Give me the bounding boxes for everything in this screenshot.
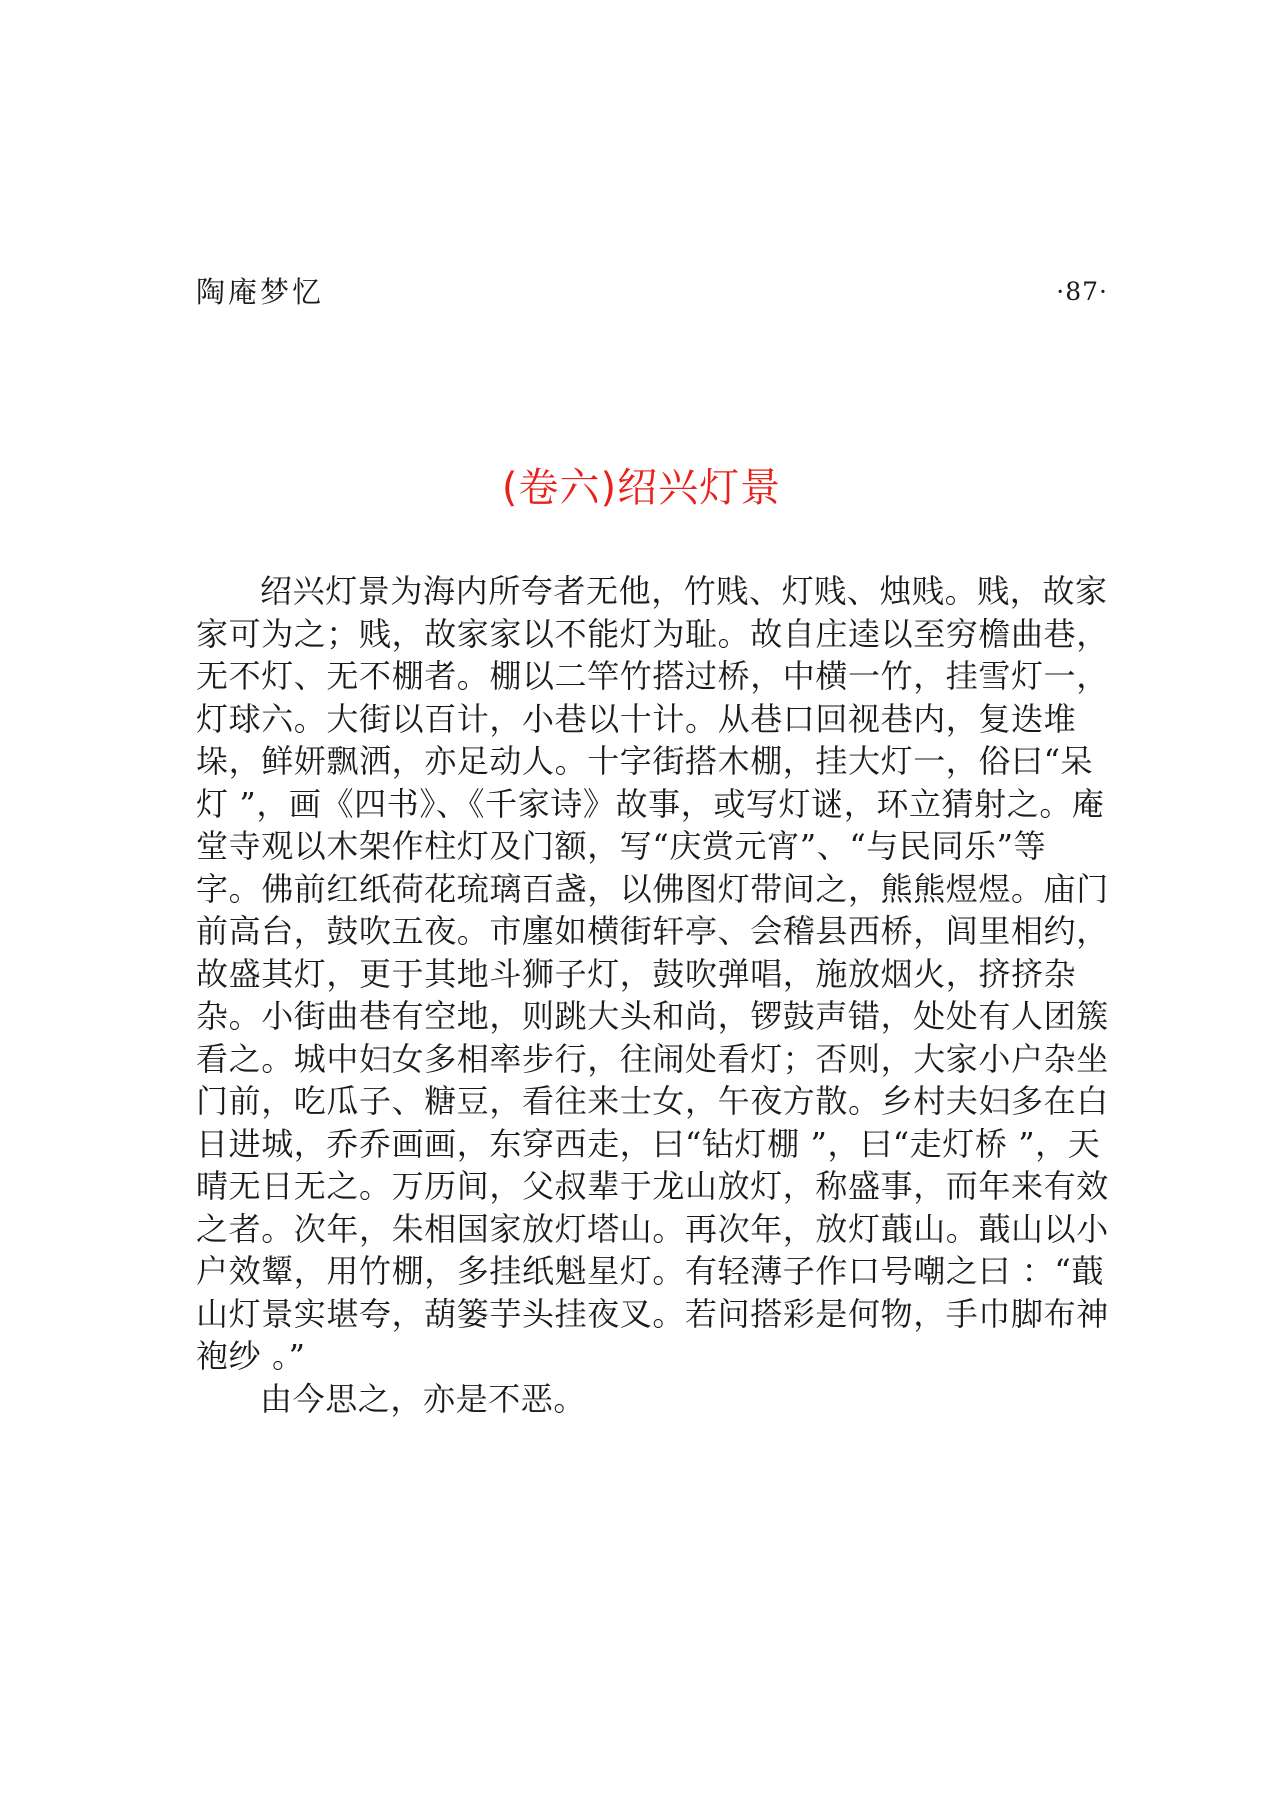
- running-header: [196, 272, 1108, 312]
- book-title: 陶庵梦忆: [196, 275, 325, 309]
- paragraph: 绍兴灯景为海内所夸者无他，竹贱、灯贱、烛贱。贱，故家家可为之；贱，故家家以不能灯为耻。故自庄逵以至穷檐曲巷，无不灯、无不棚者。棚以二竿竹搭过桥，中横一竹，挂雪灯一，灯球六。大街以百计，小巷以十计。从巷口回视巷内，复迭堆垛，鲜妍飘洒，亦足动人。十字街搭木棚，挂大灯一，俗曰“呆灯 ”，画《四书》、《千家诗》故事，或写灯谜，环立猜射之。庵堂寺观以木架作柱灯及门额，写“庆赏元宵”、“与民同乐”等字。佛前红纸荷花琉璃百盏，以佛图灯带间之，熊熊煜煜。庙门前高台，鼓吹五夜。市廛如横街轩亭、会稽县西桥，闾里相约，故盛其灯，更于其地斗狮子灯，鼓吹弹唱，施放烟火，挤挤杂杂。小街曲巷有空地，则跳大头和尚，锣鼓声错，处处有人团簇看之。城中妇女多相率步行，往闹处看灯；否则，大家小户杂坐门前，吃瓜子、糖豆，看往来士女，午夜方散。乡村夫妇多在白日进城，乔乔画画，东穿西走，曰“钻灯棚 ”，曰“走灯桥 ”，天晴无日无之。万历间，父叔辈于龙山放灯，称盛事，而年来有效之者。次年，朱相国家放灯塔山。再次年，放灯蕺山。蕺山以小户效颦，用竹棚，多挂纸魁星灯。有轻薄子作口号嘲之曰 ：“蕺山灯景实堪夸，葫篓芋头挂夜叉。若问搭彩是何物，手巾脚布神袍纱 。”: [196, 572, 1109, 1375]
- chapter-title: (卷六)绍兴灯景: [501, 465, 782, 511]
- page-number: ·87·: [1056, 277, 1108, 306]
- body-text: [196, 570, 1111, 1420]
- paragraph: 由今思之，亦是不恶。: [260, 1379, 587, 1418]
